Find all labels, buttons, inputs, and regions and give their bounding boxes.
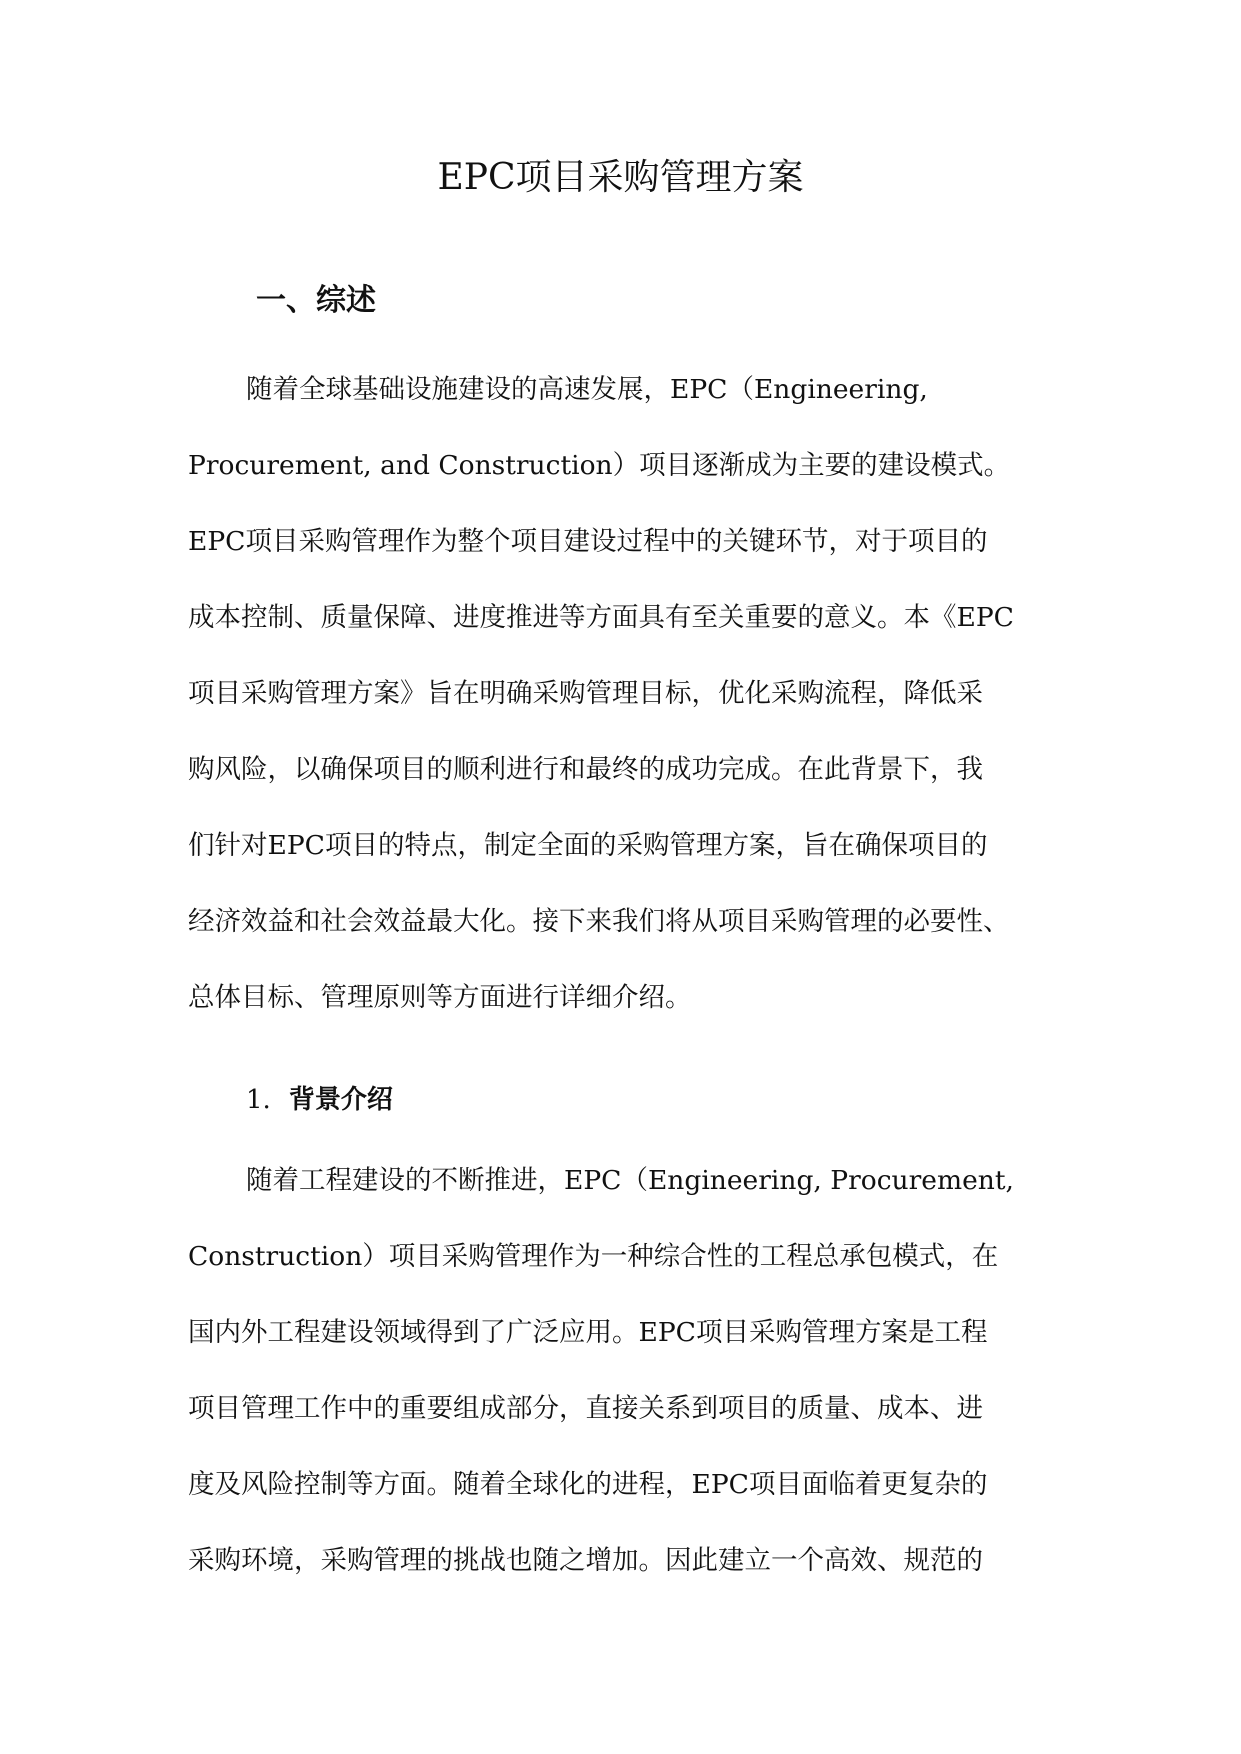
subsection-number: 1. [246, 1085, 271, 1115]
paragraph-line: 项目采购管理方案》旨在明确采购管理目标，优化采购流程，降低采 [188, 678, 983, 709]
paragraph-line: Construction）项目采购管理作为一种综合性的工程总承包模式，在 [188, 1241, 999, 1272]
subsection-title: 背景介绍 [288, 1085, 393, 1115]
overview-paragraph [188, 352, 1068, 1036]
paragraph-line: 度及风险控制等方面。随着全球化的进程，EPC项目面临着更复杂的 [188, 1469, 988, 1500]
paragraph-line: 采购环境，采购管理的挑战也随之增加。因此建立一个高效、规范的 [188, 1545, 983, 1576]
paragraph-line: 随着工程建设的不断推进，EPC（Engineering, Procurement, [246, 1165, 1014, 1196]
paragraph-line: 随着全球基础设施建设的高速发展，EPC（Engineering, [246, 374, 928, 405]
background-paragraph [188, 1143, 1068, 1599]
paragraph-line: 项目管理工作中的重要组成部分，直接关系到项目的质量、成本、进 [188, 1393, 983, 1424]
paragraph-line: Procurement, and Construction）项目逐渐成为主要的建设模式。 [188, 450, 1011, 481]
section-heading-overview: 一、综述 [256, 283, 376, 318]
paragraph-line: 经济效益和社会效益最大化。接下来我们将从项目采购管理的必要性、 [188, 906, 1010, 937]
paragraph-line: 成本控制、质量保障、进度推进等方面具有至关重要的意义。本《EPC [188, 602, 1014, 633]
paragraph-line: EPC项目采购管理作为整个项目建设过程中的关键环节，对于项目的 [188, 526, 988, 557]
subsection-heading-background [246, 1078, 393, 1122]
paragraph-line: 购风险，以确保项目的顺利进行和最终的成功完成。在此背景下，我 [188, 754, 983, 785]
document-title: EPC项目采购管理方案 [437, 157, 804, 198]
paragraph-line: 总体目标、管理原则等方面进行详细介绍。 [188, 982, 692, 1013]
paragraph-line: 国内外工程建设领域得到了广泛应用。EPC项目采购管理方案是工程 [188, 1317, 988, 1348]
paragraph-line: 们针对EPC项目的特点，制定全面的采购管理方案，旨在确保项目的 [188, 830, 988, 861]
